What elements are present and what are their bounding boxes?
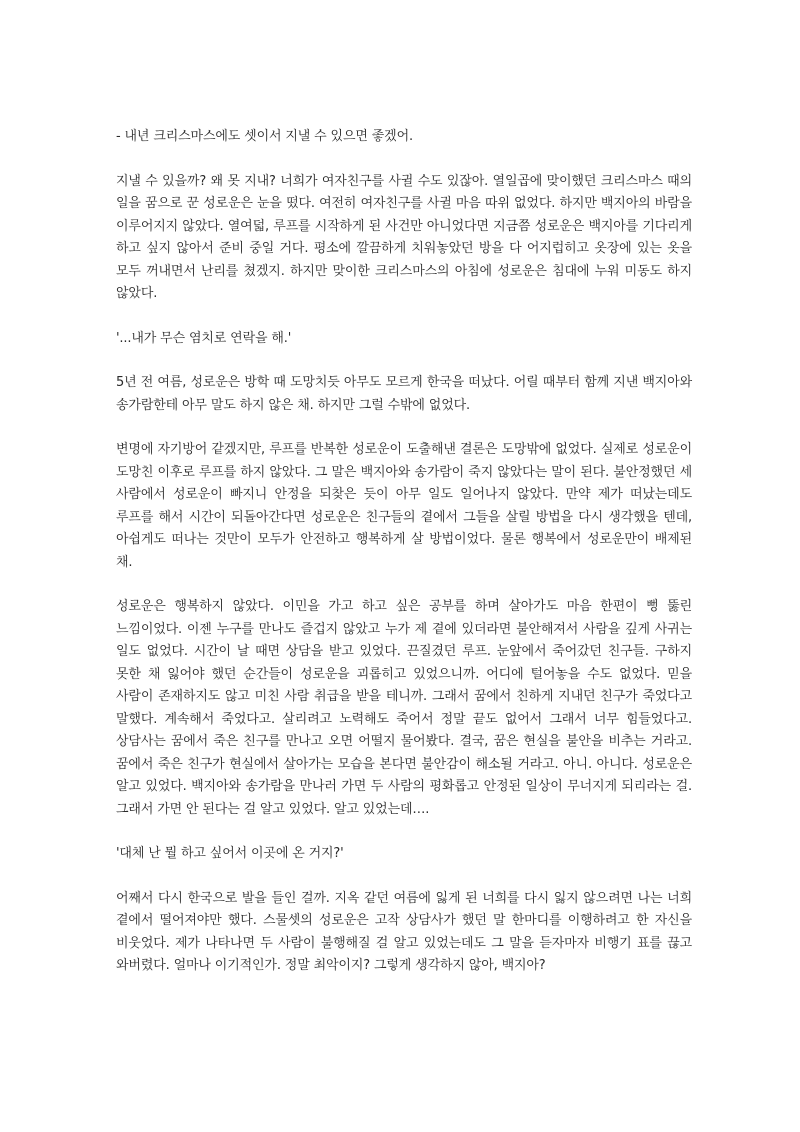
dialogue-line: - 내년 크리스마스에도 셋이서 지낼 수 있으면 좋겠어.	[116, 129, 413, 144]
body-paragraph: 변명에 자기방어 같겠지만, 루프를 반복한 성로운이 도출해낸 결론은 도망밖에 없었다. 실제로 성로운이 도망친 이후로 루프를 하지 않았다. 그 말은 백지아와 송가람이 죽지 않았다는 말이 된다. 불안정했던 세 사람에서 성로운이 빠지니 안정을 되찾은 듯이 아무 일도 일어나지 않았다. 만약 제가 떠났는데도 루프를 해서 시간이 되돌아간다면 성로운은 친구들의 곁에서 그들을 살릴 방법을 다시 생각했을 텐데, 아쉽게도 떠나는 것만이 모두가 안전하고 행복하게 살 방법이었다. 물론 행복에서 성로운만이 배제된 채.	[116, 442, 692, 570]
inner-thought-line: '...내가 무슨 염치로 연락을 해.'	[116, 330, 292, 346]
body-paragraph: 5년 전 여름, 성로운은 방학 때 도망치듯 아무도 모르게 한국을 떠났다. 어릴 때부터 함께 지낸 백지아와 송가람한테 아무 말도 하지 않은 채. 하지만 그럴 수밖에 없었다.	[116, 375, 692, 413]
body-paragraph: 성로운은 행복하지 않았다. 이민을 가고 하고 싶은 공부를 하며 살아가도 마음 한편이 뻥 뚫린 느낌이었다. 이젠 누구를 만나도 즐겁지 않았고 누가 제 곁에 있더라면 불안해져서 사람을 깊게 사귀는 일도 없었다. 시간이 날 때면 상담을 받고 있었다. 끈질겼던 루프. 눈앞에서 죽어갔던 친구들. 구하지 못한 채 잃어야 했던 순간들이 성로운을 괴롭히고 있었으니까. 어디에 털어놓을 수도 없었다. 믿을 사람이 존재하지도 않고 미친 사람 취급을 받을 테니까. 그래서 꿈에서 친하게 지내던 친구가 죽었다고 말했다. 계속해서 죽었다고. 살리려고 노력해도 죽어서 정말 끝도 없어서 그래서 너무 힘들었다고. 상담사는 꿈에서 죽은 친구를 만나고 오면 어떨지 물어봤다. 결국, 꿈은 현실을 불안을 비추는 거라고. 꿈에서 죽은 친구가 현실에서 살아가는 모습을 본다면 불안감이 해소될 거라고. 아니. 아니다. 성로운은 알고 있었다. 백지아와 송가람을 만나러 가면 두 사람의 평화롭고 안정된 일상이 무너지게 되리라는 걸. 그래서 가면 안 된다는 걸 알고 있었다. 알고 있었는데….	[116, 599, 692, 817]
body-paragraph: 지낼 수 있을까? 왜 못 지내? 너희가 여자친구를 사귈 수도 있잖아. 열일곱에 맞이했던 크리스마스 때의 일을 꿈으로 꾼 성로운은 눈을 떴다. 여전히 여자친구를 사귈 마음 따위 없었다. 하지만 백지아의 바람을 이루어지지 않았다. 열여덟, 루프를 시작하게 된 사건만 아니었다면 지금쯤 성로운은 백지아를 기다리게 하고 싶지 않아서 준비 중일 거다. 평소에 깔끔하게 치워놓았던 방을 다 어지럽히고 옷장에 있는 옷을 모두 꺼내면서 난리를 쳤겠지. 하지만 맞이한 크리스마스의 아침에 성로운은 침대에 누워 미동도 하지 않았다.	[116, 173, 692, 301]
document-page	[116, 126, 692, 1000]
body-paragraph: 어째서 다시 한국으로 발을 들인 걸까. 지옥 같던 여름에 잃게 된 너희를 다시 잃지 않으려면 나는 너희 곁에서 떨어져야만 했다. 스물셋의 성로운은 고작 상담사가 했던 말 한마디를 이행하려고 한 자신을 비웃었다. 제가 나타나면 두 사람이 불행해질 걸 알고 있었는데도 그 말을 듣자마자 비행기 표를 끊고 와버렸다. 얼마나 이기적인가. 정말 최악이지? 그렇게 생각하지 않아, 백지아?	[116, 890, 692, 973]
inner-thought-line: '대체 난 뭘 하고 싶어서 이곳에 온 거지?'	[116, 846, 344, 861]
